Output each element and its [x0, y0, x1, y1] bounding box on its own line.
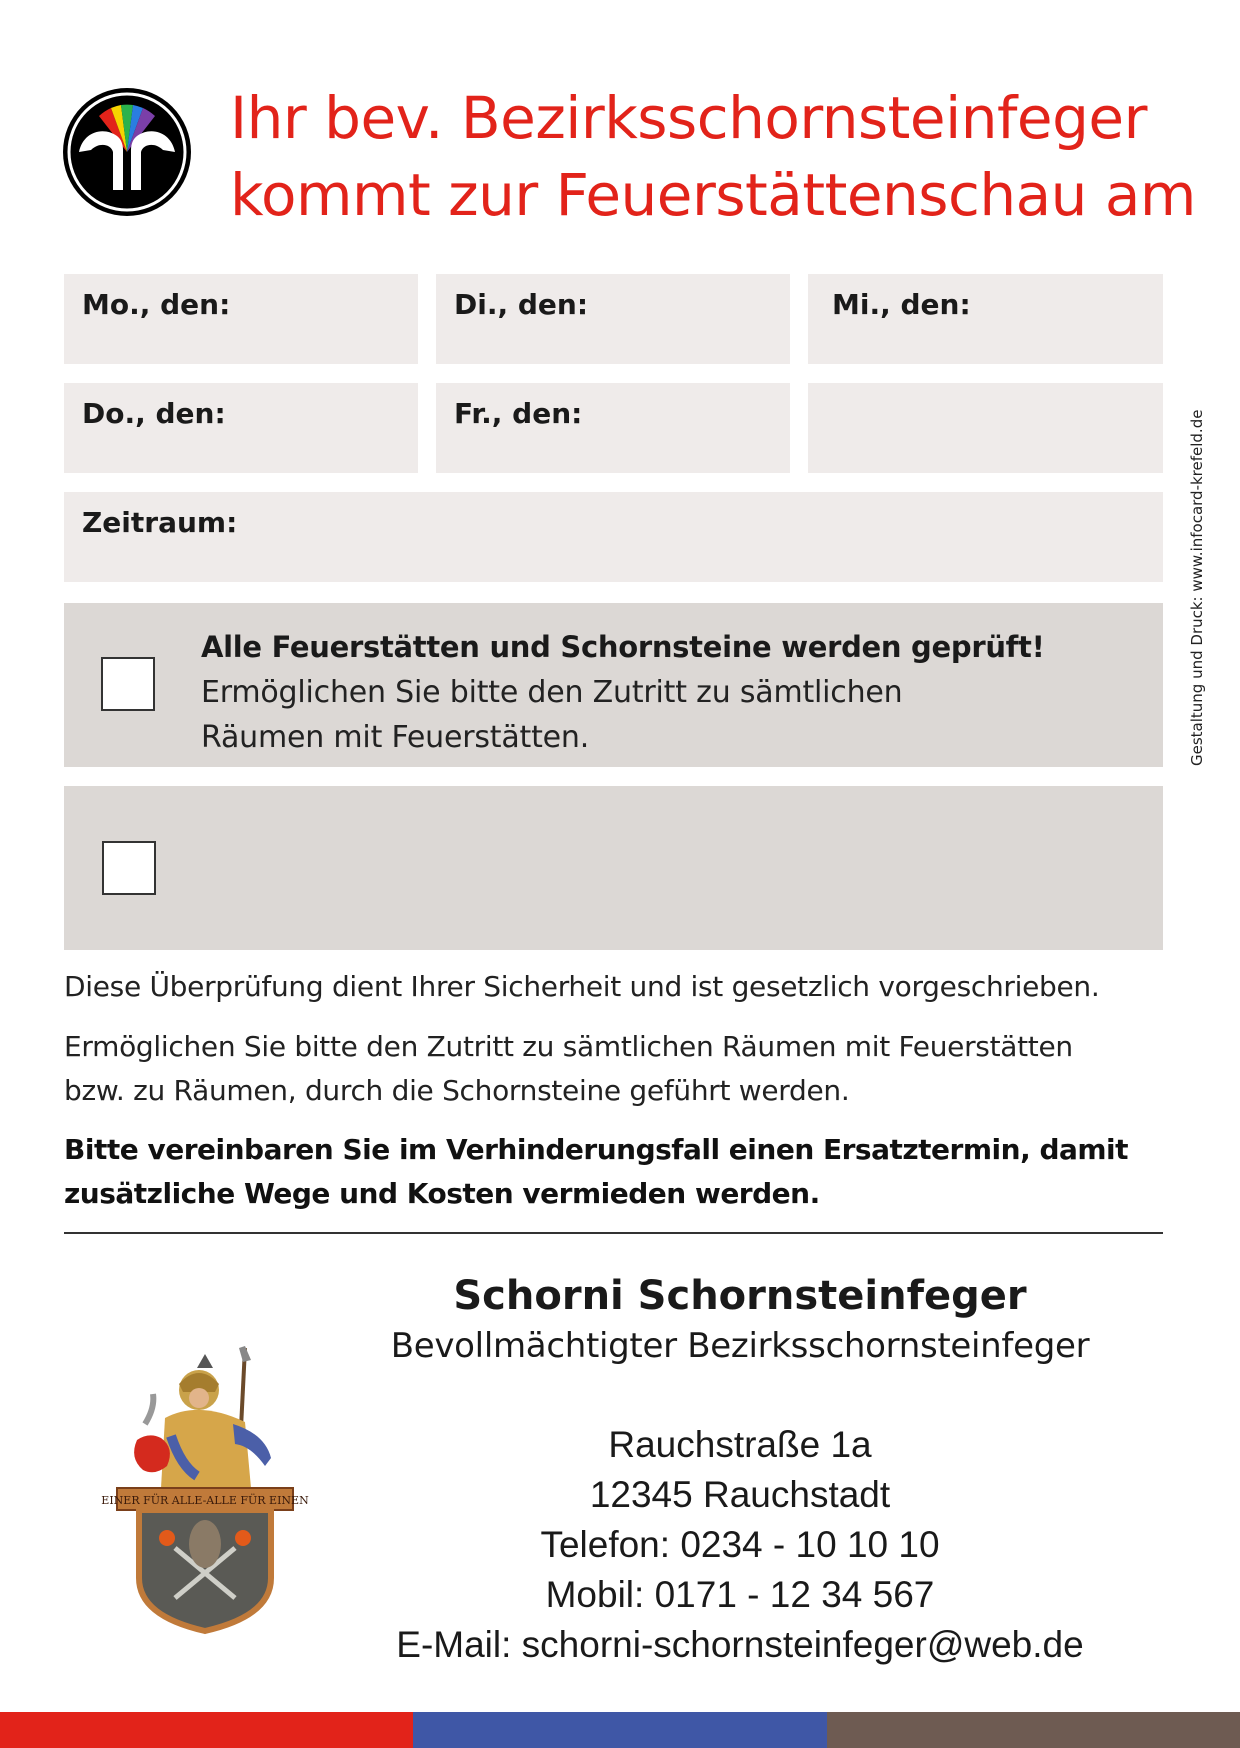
page-title — [230, 80, 1196, 234]
chimney-sweep-crest-icon — [101, 1348, 309, 1633]
wednesday-date-field[interactable] — [808, 274, 1163, 364]
contact-details — [360, 1420, 1120, 1670]
safety-note: Diese Überprüfung dient Ihrer Sicherheit und ist gesetzlich vorgeschrieben. — [64, 970, 1100, 1003]
access-note — [64, 1025, 1174, 1113]
access-note-line-2: bzw. zu Räumen, durch die Schornsteine geführt werden. — [64, 1074, 850, 1107]
tuesday-label: Di., den: — [454, 288, 589, 321]
access-note-line-1: Ermöglichen Sie bitte den Zutritt zu sämtlichen Räumen mit Feuerstätten — [64, 1030, 1073, 1063]
inspection-check-row — [64, 603, 1163, 767]
stripe-brown — [827, 1712, 1240, 1748]
thursday-label: Do., den: — [82, 397, 226, 430]
crest-motto: EINER FÜR ALLE-ALLE FÜR EINEN — [101, 1494, 309, 1507]
contact-mobile[interactable]: Mobil: 0171 - 12 34 567 — [545, 1574, 935, 1615]
title-line-1: Ihr bev. Bezirksschornsteinfeger — [230, 84, 1147, 152]
friday-label: Fr., den: — [454, 397, 583, 430]
inspection-heading: Alle Feuerstätten und Schornsteine werden geprüft! — [201, 630, 1045, 664]
tuesday-date-field[interactable] — [436, 274, 790, 364]
contact-block — [360, 1270, 1120, 1670]
contact-role: Bevollmächtigter Bezirksschornsteinfeger — [390, 1326, 1090, 1366]
reschedule-note — [64, 1128, 1174, 1216]
print-credit: Gestaltung und Druck: www.infocard-krefeld.de — [1188, 409, 1206, 766]
divider — [64, 1232, 1163, 1234]
stripe-red — [0, 1712, 413, 1748]
inspection-text — [201, 625, 1101, 760]
inspection-checkbox[interactable] — [101, 657, 155, 711]
reschedule-note-line-1: Bitte vereinbaren Sie im Verhinderungsfall einen Ersatztermin, damit — [64, 1133, 1129, 1166]
contact-phone[interactable]: Telefon: 0234 - 10 10 10 — [540, 1524, 940, 1565]
inspection-body-line-1: Ermöglichen Sie bitte den Zutritt zu sämtlichen — [201, 675, 903, 710]
inspection-body — [201, 670, 1101, 760]
blank-check-row — [64, 786, 1163, 950]
time-range-field[interactable] — [64, 492, 1163, 582]
contact-name: Schorni Schornsteinfeger — [453, 1273, 1027, 1319]
thursday-date-field[interactable] — [64, 383, 418, 473]
stripe-blue — [413, 1712, 827, 1748]
wednesday-label: Mi., den: — [832, 288, 971, 321]
friday-date-field[interactable] — [436, 383, 790, 473]
guild-logo-icon — [61, 86, 193, 218]
monday-label: Mo., den: — [82, 288, 231, 321]
contact-email[interactable]: E-Mail: schorni-schornsteinfeger@web.de — [396, 1624, 1084, 1665]
contact-street: Rauchstraße 1a — [608, 1424, 872, 1465]
time-range-label: Zeitraum: — [82, 506, 238, 539]
extra-date-field[interactable] — [808, 383, 1163, 473]
inspection-body-line-2: Räumen mit Feuerstätten. — [201, 720, 590, 755]
title-line-2: kommt zur Feuerstättenschau am — [230, 161, 1196, 229]
monday-date-field[interactable] — [64, 274, 418, 364]
contact-city: 12345 Rauchstadt — [589, 1474, 891, 1515]
blank-checkbox[interactable] — [102, 841, 156, 895]
reschedule-note-line-2: zusätzliche Wege und Kosten vermieden werden. — [64, 1177, 820, 1210]
